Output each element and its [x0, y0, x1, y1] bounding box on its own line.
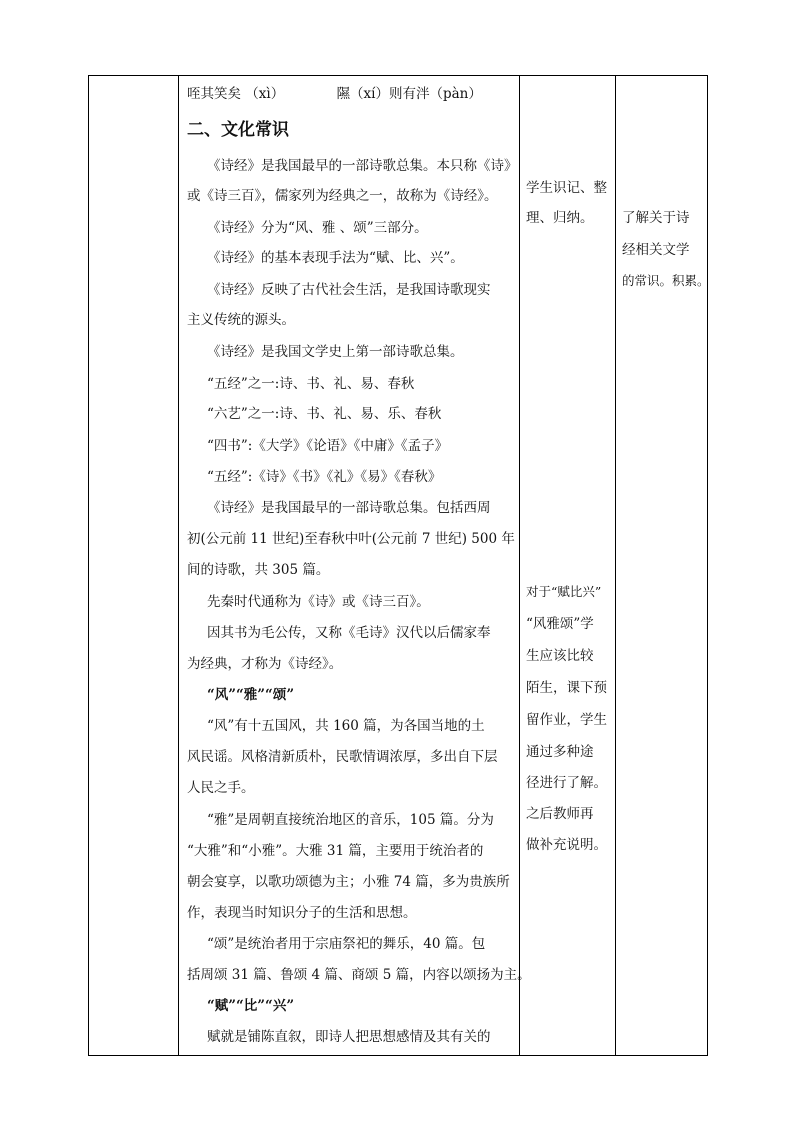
student-activity-line: 径进行了解。	[526, 775, 607, 791]
subheading: “风”“雅”“颂”	[207, 687, 295, 703]
student-activity-line: 做补充说明。	[526, 837, 607, 853]
paragraph-line: 赋就是铺陈直叙，即诗人把思想感情及其有关的	[207, 1029, 491, 1045]
paragraph-line: 《诗经》分为“风、雅 、颂”三部分。	[207, 220, 428, 236]
student-activity-line: 生应该比较	[526, 648, 594, 664]
paragraph-line: “颂”是统治者用于宗庙祭祀的舞乐，40 篇。包	[207, 936, 486, 952]
design-intent-line: 经相关文学	[622, 242, 690, 258]
student-activity-line: 陌生，课下预	[526, 680, 607, 696]
paragraph-line: 或《诗三百》，儒家列为经典之一，故称为《诗经》。	[187, 188, 498, 204]
paragraph-line: 主义传统的源头。	[187, 312, 295, 328]
student-activity-cell	[520, 76, 616, 1056]
paragraph-line: “五经”:《诗》《书》《礼》《易》《春秋》	[207, 469, 442, 485]
paragraph-line: “六艺”之一:诗、书、礼、易、乐、春秋	[207, 406, 442, 422]
paragraph-line: 《诗经》是我国最早的一部诗歌总集。本只称《诗》	[207, 158, 518, 174]
paragraph-line: 先秦时代通称为《诗》或《诗三百》。	[207, 594, 430, 610]
student-activity-line: 通过多种途	[526, 744, 594, 760]
paragraph-line: 间的诗歌，共 305 篇。	[187, 562, 330, 578]
empty-first-column	[89, 76, 179, 1056]
design-intent-line: 的常识。积累。	[622, 273, 710, 288]
student-activity-line: 之后教师再	[526, 806, 594, 822]
paragraph-line: “雅”是周朝直接统治地区的音乐，105 篇。分为	[207, 812, 494, 828]
student-activity-line: 留作业，学生	[526, 712, 607, 728]
design-intent-line: 了解关于诗	[622, 210, 690, 226]
paragraph-line: 《诗经》是我国最早的一部诗歌总集。包括西周	[207, 500, 491, 516]
student-activity-line: “风雅颂”学	[526, 616, 594, 632]
student-activity-line: 理、归纳。	[526, 210, 594, 226]
paragraph-line: 因其书为毛公传，又称《毛诗》汉代以后儒家奉	[207, 625, 491, 641]
paragraph-line: “大雅”和“小雅”。大雅 31 篇，主要用于统治者的	[187, 843, 484, 859]
paragraph-line: 《诗经》是我国文学史上第一部诗歌总集。	[207, 344, 464, 360]
phonetic-right: 隰（xí）则有泮（pàn）	[336, 86, 482, 102]
paragraph-line: “五经”之一:诗、书、礼、易、春秋	[207, 376, 415, 392]
paragraph-line: 朝会宴享，以歌功颂德为主；小雅 74 篇，多为贵族所	[187, 874, 510, 890]
paragraph-line: 风民谣。风格清新质朴，民歌情调浓厚，多出自下层	[187, 749, 498, 765]
subheading: “赋”“比”“兴”	[207, 998, 295, 1014]
student-activity-line: 学生识记、整	[526, 180, 607, 196]
paragraph-line: 《诗经》的基本表现手法为“赋、比、兴”。	[207, 250, 464, 266]
paragraph-line: 人民之手。	[187, 780, 255, 796]
paragraph-line: “四书”:《大学》《论语》《中庸》《孟子》	[207, 438, 449, 454]
paragraph-line: 初(公元前 11 世纪)至春秋中叶(公元前 7 世纪) 500 年	[187, 531, 515, 547]
lesson-plan-table	[88, 75, 708, 1056]
phonetic-left: 咥其笑矣 （xì）	[187, 86, 285, 102]
teaching-content-cell	[179, 76, 531, 1056]
design-intent-cell	[616, 76, 708, 1056]
paragraph-line: 括周颂 31 篇、鲁颂 4 篇、商颂 5 篇，内容以颂扬为主。	[187, 967, 531, 983]
paragraph-line: 为经典，才称为《诗经》。	[187, 656, 343, 672]
phonetic-row	[187, 84, 515, 104]
student-activity-line: 对于“赋比兴”	[526, 584, 602, 599]
paragraph-line: 《诗经》反映了古代社会生活，是我国诗歌现实	[207, 282, 491, 298]
section-heading: 二、文化常识	[187, 120, 289, 140]
paragraph-line: 作，表现当时知识分子的生活和思想。	[187, 905, 417, 921]
paragraph-line: “风”有十五国风，共 160 篇，为各国当地的土	[207, 718, 485, 734]
